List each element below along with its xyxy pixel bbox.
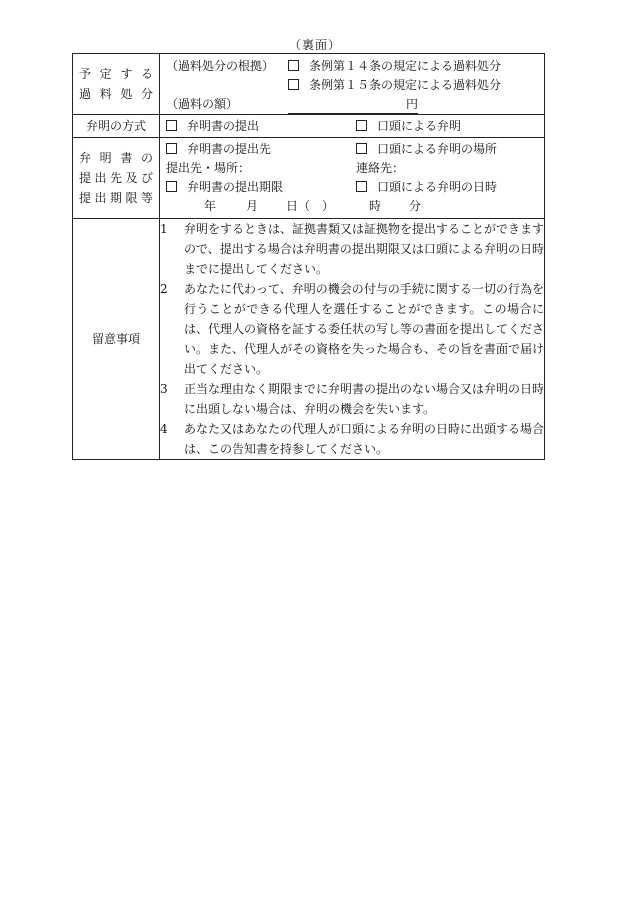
submit-place-label: 提出先・場所： xyxy=(166,161,251,175)
option-deadline[interactable] xyxy=(166,177,283,197)
note-number: 1 xyxy=(160,222,168,236)
note-number: 4 xyxy=(160,422,168,436)
date-month: 月 xyxy=(246,199,259,213)
label-line: 過 料 処 分 xyxy=(79,87,153,101)
row-destination xyxy=(73,138,545,219)
amount-field[interactable] xyxy=(288,94,418,114)
option-oral-datetime[interactable] xyxy=(356,177,497,197)
option-text: 条例第１４条の規定による過料処分 xyxy=(309,59,502,73)
note-text: あなたに代わって、弁明の機会の付与の手続に関する一切の行為を行うことができる代理人を選任することができます。この場合には、代理人の資格を証する委任状の写し等の書面を提出してください。また、代理人がその資格を失った場合も、その旨を書面で届け出てください。 xyxy=(184,282,545,376)
page-title: （裏面） xyxy=(288,38,341,52)
checkbox-icon[interactable] xyxy=(288,79,299,90)
row-scheduled-penalty xyxy=(73,54,545,115)
checkbox-icon[interactable] xyxy=(166,143,177,154)
amount-label: （過料の額） xyxy=(166,97,239,111)
checkbox-icon[interactable] xyxy=(356,181,367,192)
date-day: 日（ xyxy=(286,199,311,213)
label-line: 提出期限等 xyxy=(79,191,153,205)
option-text: 弁明書の提出期限 xyxy=(187,180,284,194)
note-text: 正当な理由なく期限までに弁明書の提出のない場合又は弁明の日時に出頭しない場合は、弁明の機会を失います。 xyxy=(184,382,545,416)
cell-notes xyxy=(160,219,545,460)
cell-destination xyxy=(160,138,545,219)
option-oral[interactable] xyxy=(356,116,461,136)
contact-label: 連絡先： xyxy=(356,161,405,175)
checkbox-icon[interactable] xyxy=(166,181,177,192)
checkbox-icon[interactable] xyxy=(356,120,367,131)
label-destination xyxy=(73,138,160,219)
checkbox-icon[interactable] xyxy=(288,60,299,71)
option-written[interactable] xyxy=(166,116,259,136)
note-item xyxy=(160,419,544,459)
row-method xyxy=(73,115,545,138)
note-item xyxy=(160,219,544,279)
option-text: 口頭による弁明の日時 xyxy=(377,180,498,194)
note-number: 3 xyxy=(160,382,168,396)
label-notes: 留意事項 xyxy=(73,219,160,460)
basis-label: （過料処分の根拠） xyxy=(166,59,275,73)
amount-unit: 円 xyxy=(405,97,418,111)
option-text: 弁明書の提出先 xyxy=(187,142,272,156)
label-line: 弁 明 書 の xyxy=(79,151,153,165)
option-submit-to[interactable] xyxy=(166,139,271,159)
option-text: 条例第１５条の規定による過料処分 xyxy=(309,78,502,92)
option-oral-place[interactable] xyxy=(356,139,497,159)
date-year: 年 xyxy=(204,199,217,213)
row-notes xyxy=(73,219,545,460)
notice-table xyxy=(72,53,545,460)
cell-scheduled-penalty xyxy=(160,54,545,115)
cell-method xyxy=(160,115,545,138)
date-minute: 分 xyxy=(409,199,422,213)
date-hour: 時 xyxy=(369,199,382,213)
note-number: 2 xyxy=(160,282,168,296)
option-article-14[interactable] xyxy=(288,56,501,76)
option-text: 口頭による弁明の場所 xyxy=(377,142,498,156)
note-item xyxy=(160,379,544,419)
label-line: 提出先及び xyxy=(79,171,153,185)
date-weekday-close: ） xyxy=(322,199,335,213)
checkbox-icon[interactable] xyxy=(356,143,367,154)
option-article-15[interactable] xyxy=(288,75,501,95)
option-text: 口頭による弁明 xyxy=(377,119,462,133)
label-method: 弁明の方式 xyxy=(73,115,160,138)
checkbox-icon[interactable] xyxy=(166,120,177,131)
label-line: 予 定 す る xyxy=(79,67,153,81)
label-scheduled-penalty xyxy=(73,54,160,115)
note-item xyxy=(160,279,544,379)
note-text: あなた又はあなたの代理人が口頭による弁明の日時に出頭する場合は、この告知書を持参してください。 xyxy=(184,422,545,456)
note-text: 弁明をするときは、証拠書類又は証拠物を提出することができますので、提出する場合は弁明書の提出期限又は口頭による弁明の日時までに提出してください。 xyxy=(184,222,545,276)
option-text: 弁明書の提出 xyxy=(187,119,260,133)
